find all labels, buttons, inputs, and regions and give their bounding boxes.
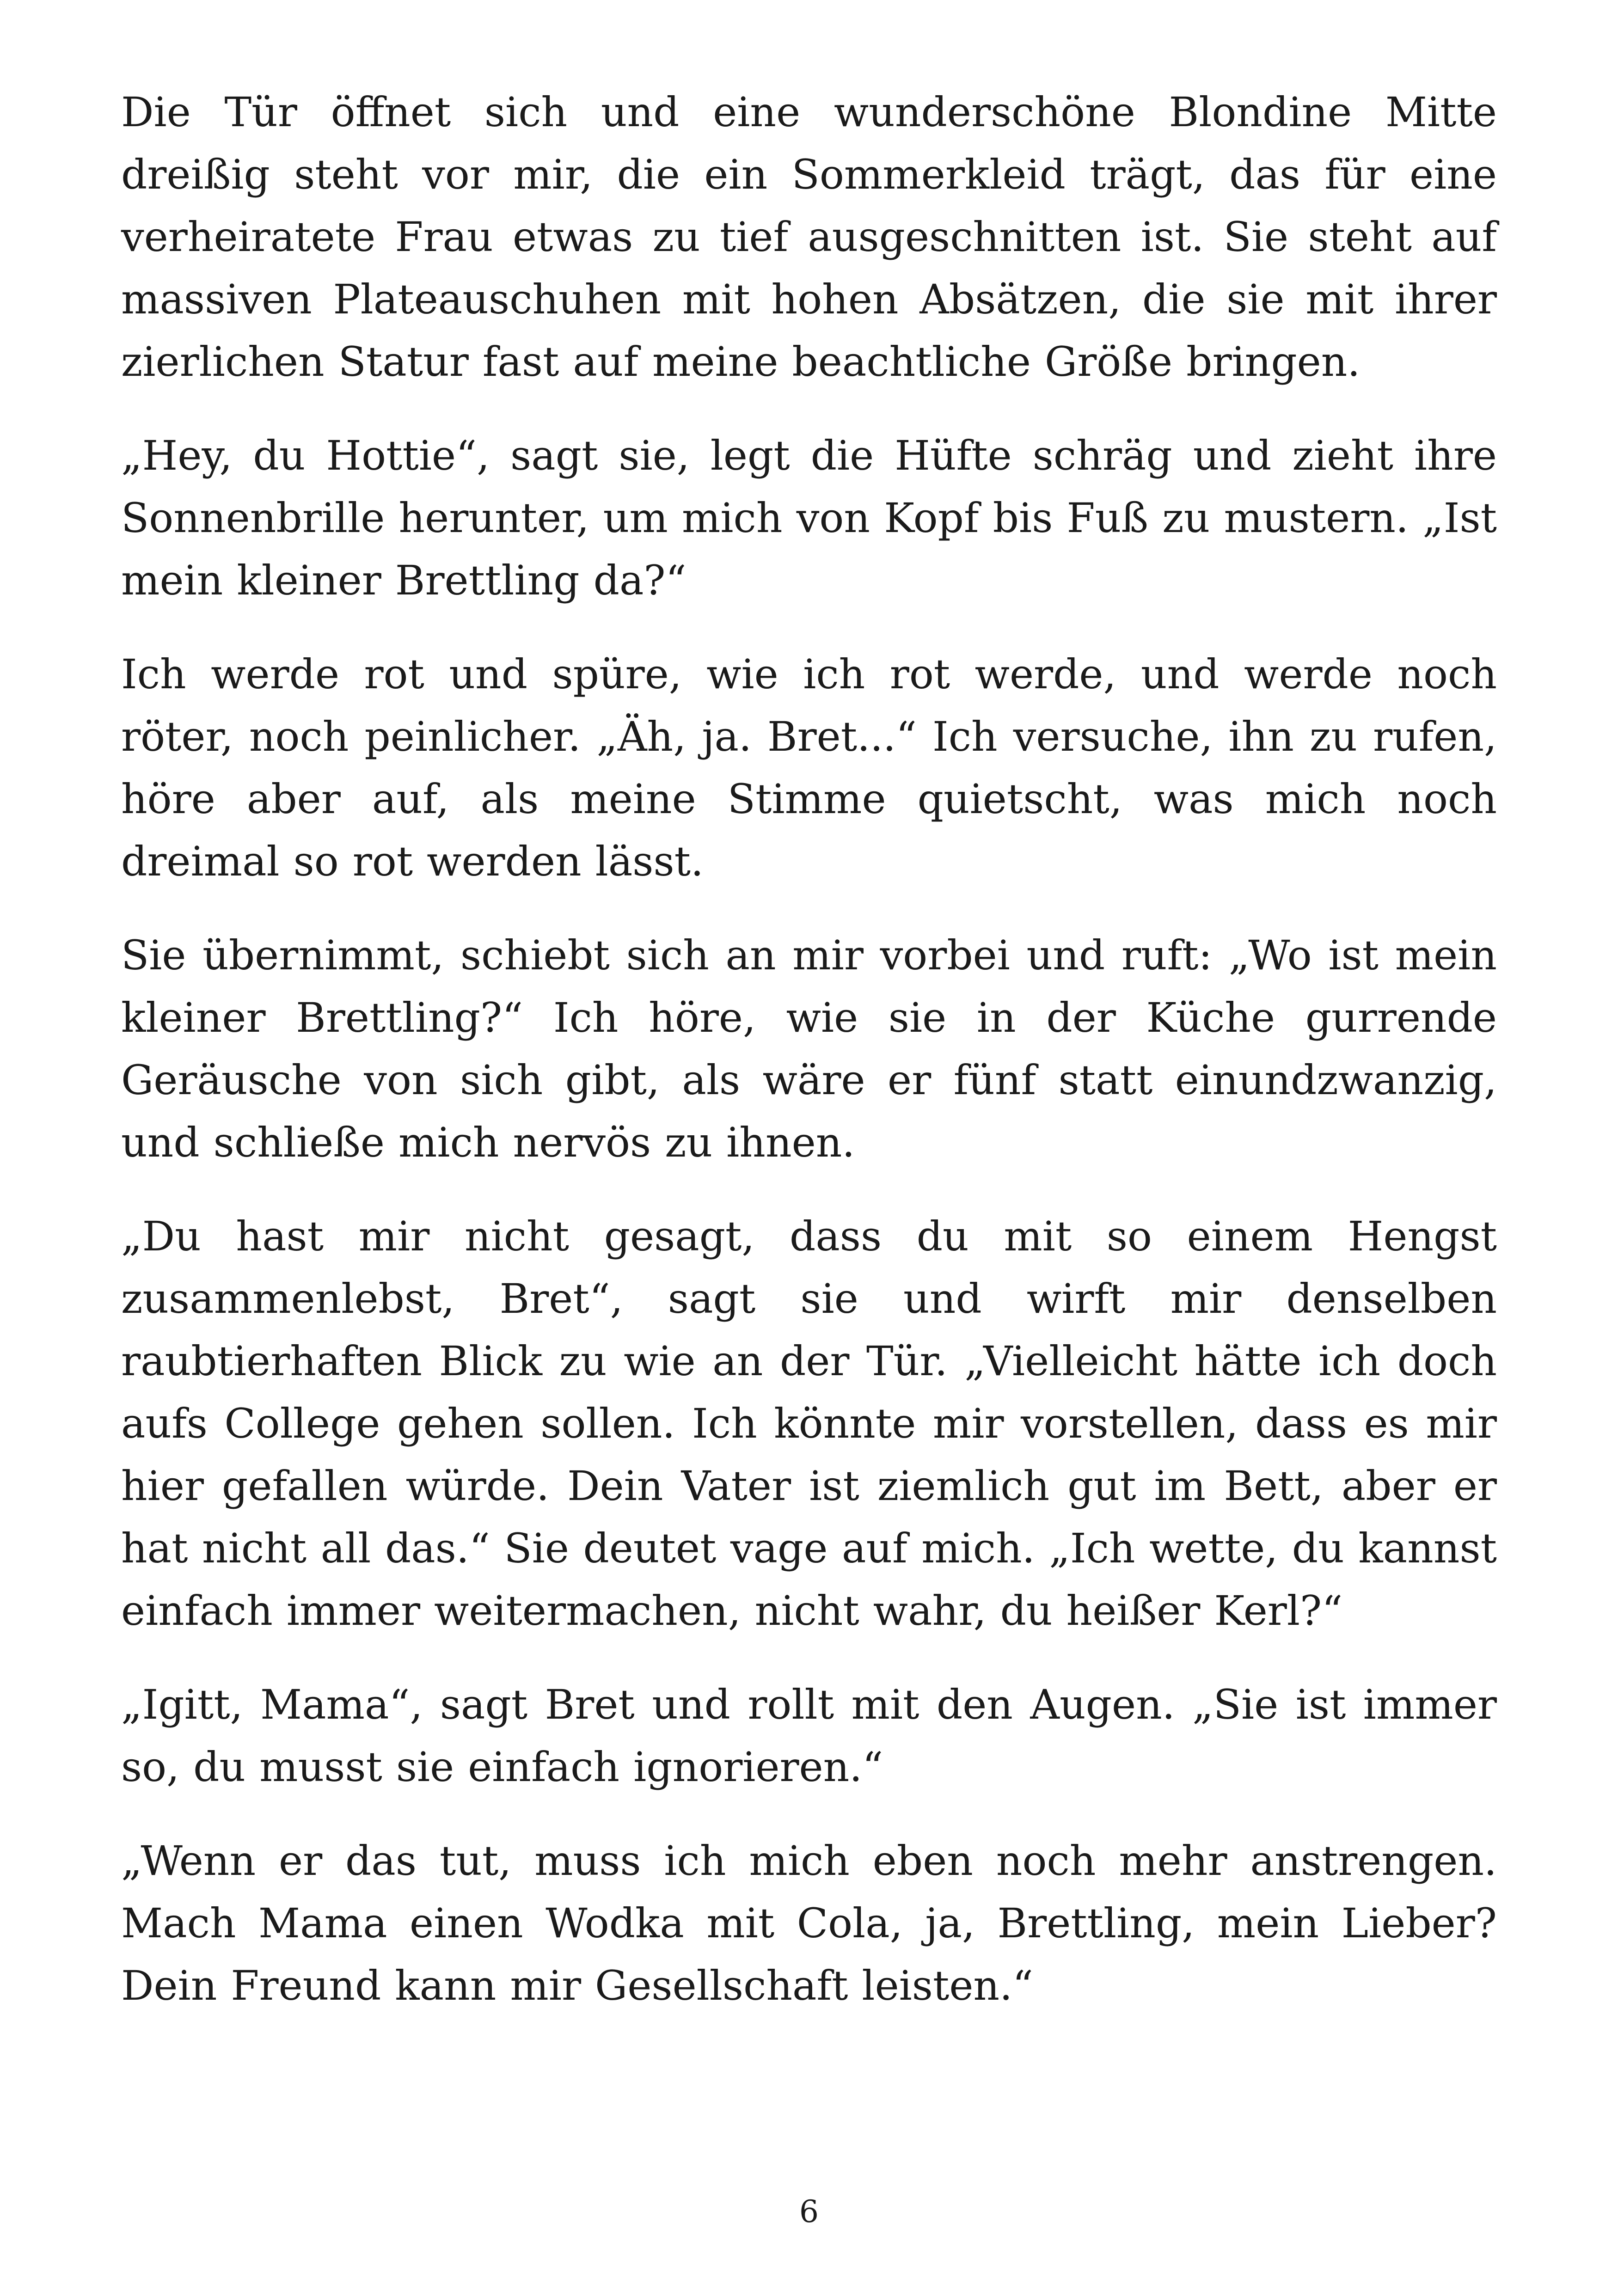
paragraph: „Hey, du Hottie“, sagt sie, legt die Hüfte schräg und zieht ihre Sonnenbrille herunter, um mich von Kopf bis Fuß zu mustern. „Ist mein kleiner Brettling da?“	[121, 432, 1497, 604]
paragraph: „Wenn er das tut, muss ich mich eben noch mehr anstrengen. Mach Mama einen Wodka mit Cola, ja, Brettling, mein Lieber? Dein Freund kann mir Gesellschaft leisten.“	[121, 1837, 1497, 2009]
paragraph: Die Tür öffnet sich und eine wunderschöne Blondine Mitte dreißig steht vor mir, die ein Sommerkleid trägt, das für eine verheiratete Frau etwas zu tief ausgeschnitten ist. Sie steht auf massiven Plateauschuhen mit hohen Absätzen, die sie mit ihrer zierlichen Statur fast auf meine beachtliche Größe bringen.	[121, 88, 1497, 386]
page-number: 6	[799, 2194, 819, 2229]
page-body	[121, 81, 1497, 2048]
paragraph: Ich werde rot und spüre, wie ich rot werde, und werde noch röter, noch peinlicher. „Äh, ja. Bret...“ Ich versuche, ihn zu rufen, höre aber auf, als meine Stimme quietscht, was mich noch dreimal so rot werden lässt.	[121, 650, 1497, 885]
paragraph: Sie übernimmt, schiebt sich an mir vorbei und ruft: „Wo ist mein kleiner Brettling?“ Ich höre, wie sie in der Küche gurrende Geräusche von sich gibt, als wäre er fünf statt einundzwanzig, und schließe mich nervös zu ihnen.	[121, 931, 1497, 1166]
paragraph: „Igitt, Mama“, sagt Bret und rollt mit den Augen. „Sie ist immer so, du musst sie einfach ignorieren.“	[121, 1681, 1497, 1791]
paragraph: „Du hast mir nicht gesagt, dass du mit so einem Hengst zusammenlebst, Bret“, sagt sie und wirft mir denselben raubtierhaften Blick zu wie an der Tür. „Vielleicht hätte ich doch aufs College gehen sollen. Ich könnte mir vorstellen, dass es mir hier gefallen würde. Dein Vater ist ziemlich gut im Bett, aber er hat nicht all das.“ Sie deutet vage auf mich. „Ich wette, du kannst einfach immer weitermachen, nicht wahr, du heißer Kerl?“	[121, 1212, 1497, 1635]
